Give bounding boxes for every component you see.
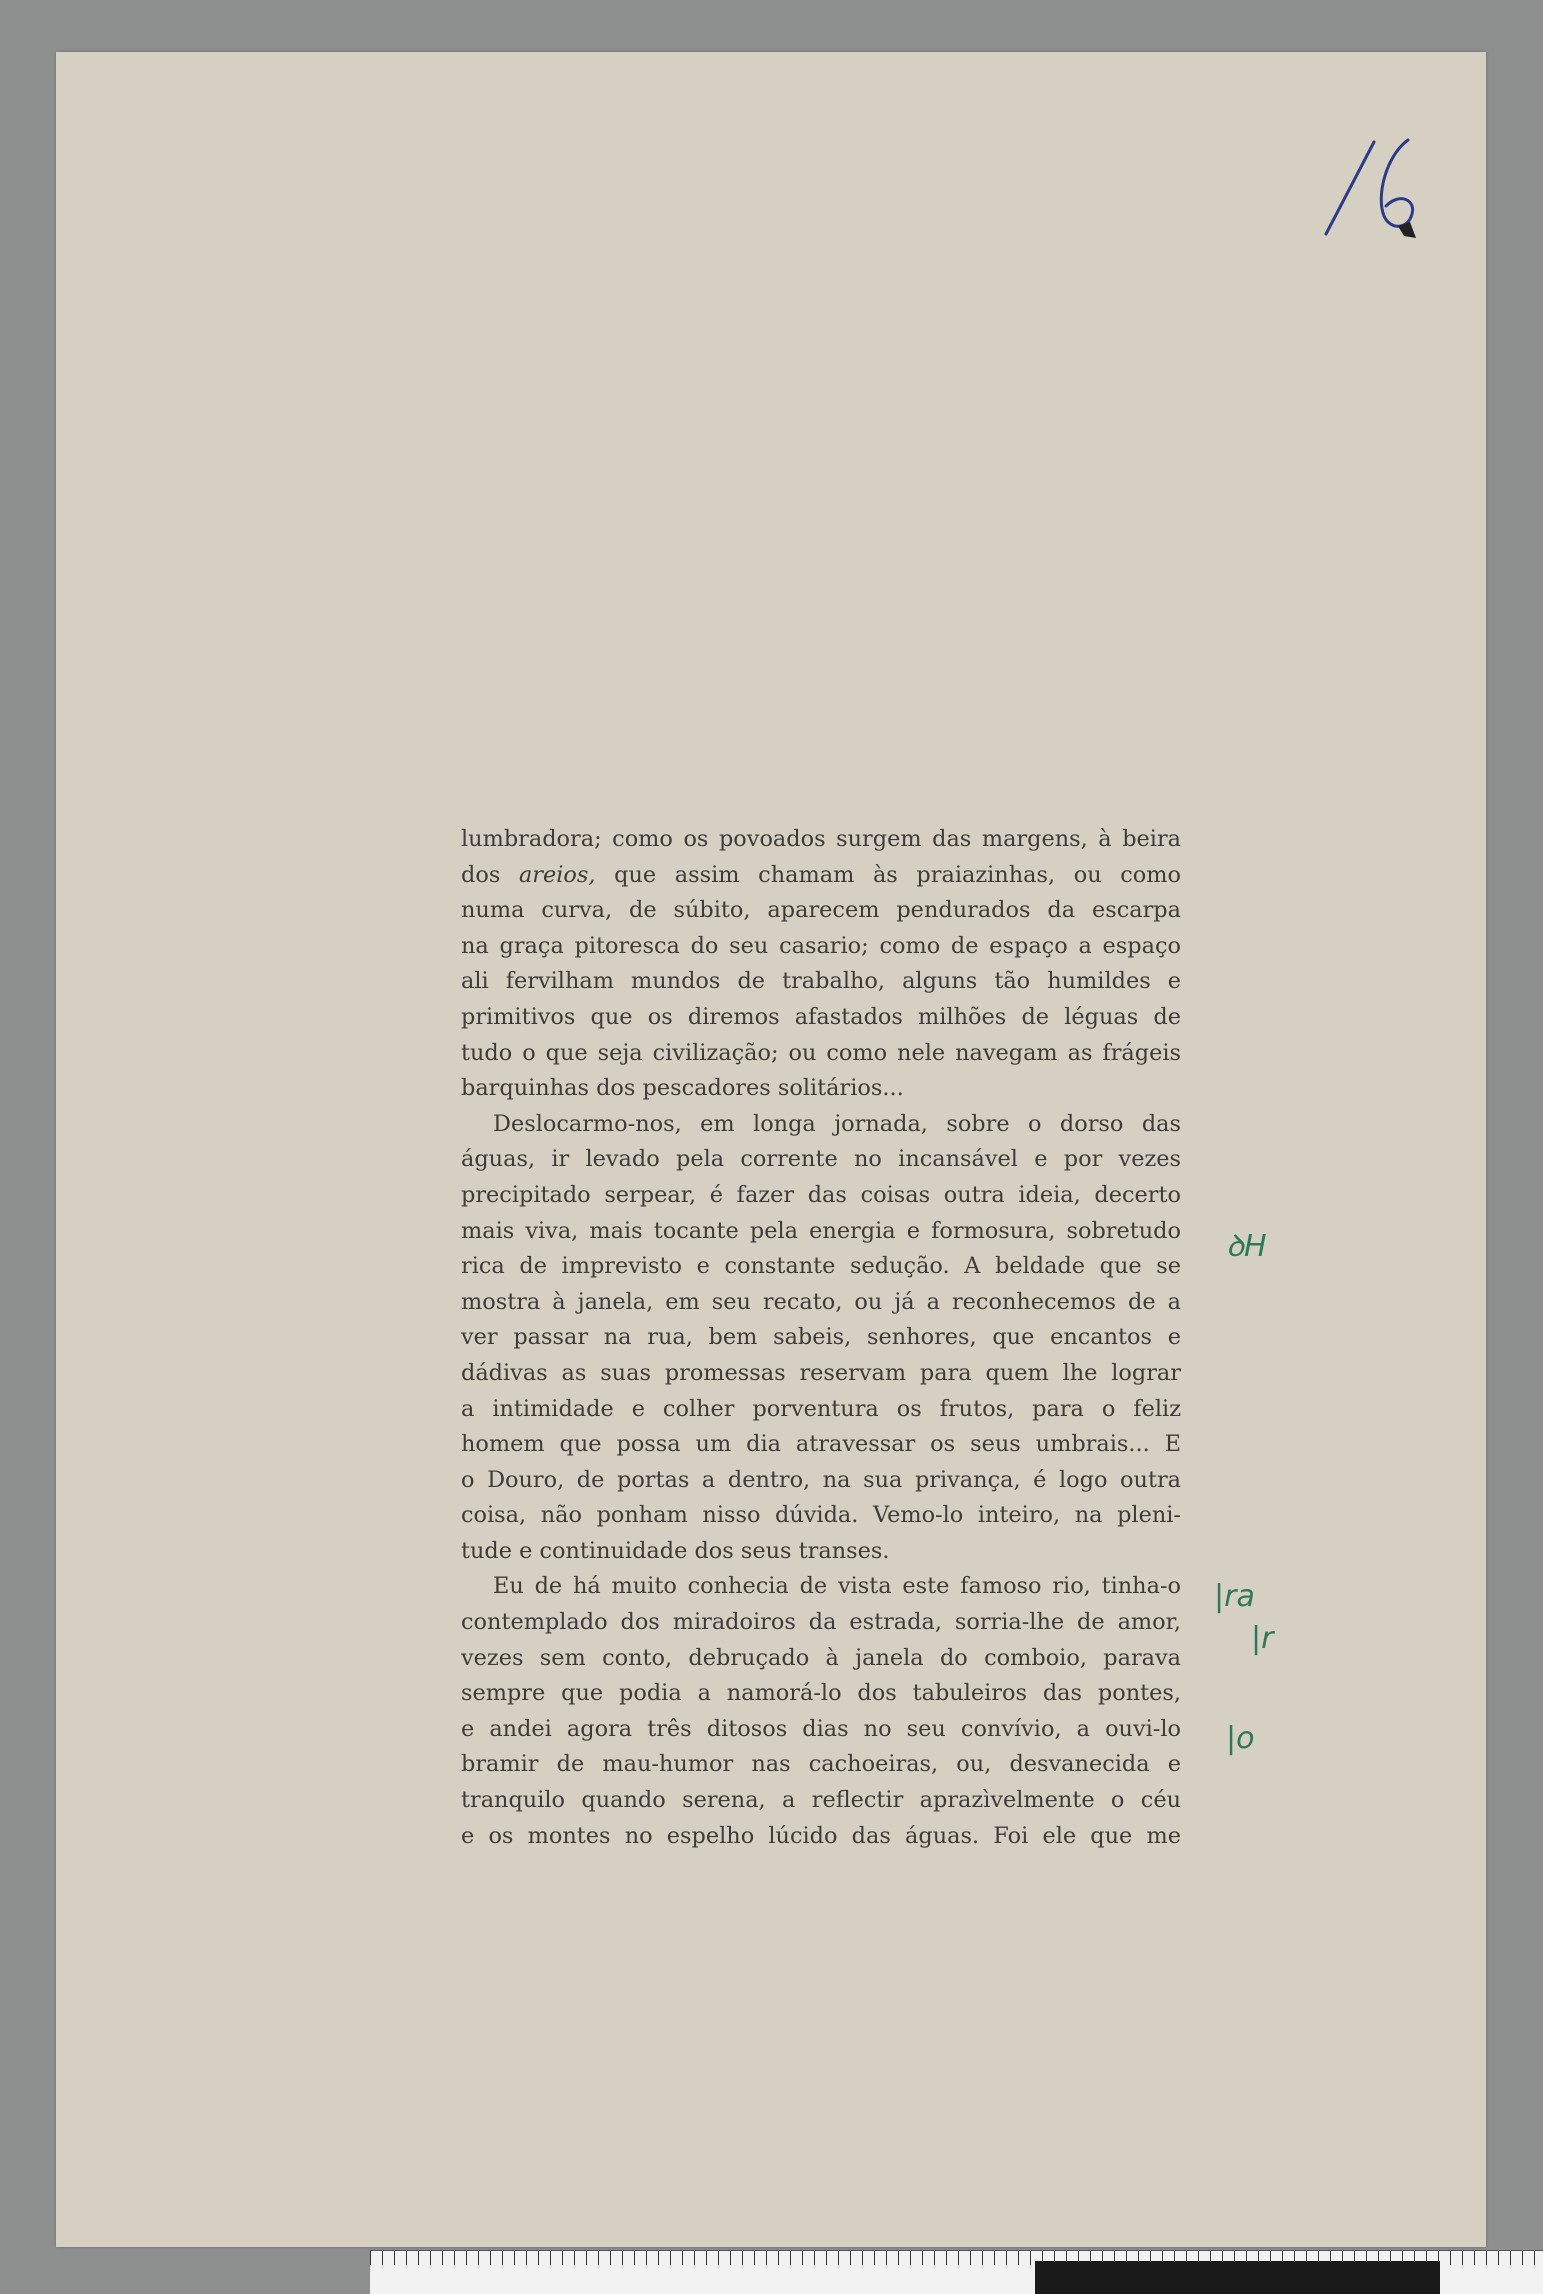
text-line: rica de imprevisto e constante sedução. A beldade que se: [461, 1253, 1181, 1280]
page-number-drawing: [1316, 126, 1456, 256]
margin-note-2: |ra: [1214, 1579, 1255, 1614]
text-line: Eu de há muito conhecia de vista este famoso rio, tinha-o: [493, 1573, 1181, 1600]
text-line: barquinhas dos pescadores solitários...: [461, 1075, 904, 1102]
text-line: e andei agora três ditosos dias no seu convívio, a ouvi-lo: [461, 1715, 1181, 1742]
body-text: [461, 822, 1181, 1854]
text-line: tranquilo quando serena, a reflectir aprazìvelmente o céu: [461, 1787, 1181, 1814]
text-line: [461, 858, 1181, 894]
text-line: coisa, não ponham nisso dúvida. Vemo-lo inteiro, na pleni-: [461, 1502, 1181, 1529]
margin-note-3: |r: [1251, 1621, 1274, 1656]
margin-note-1: ꝺH: [1226, 1229, 1267, 1264]
margin-note-4: |o: [1226, 1721, 1255, 1756]
document-page: [56, 52, 1486, 2247]
text-line: a intimidade e colher porventura os frutos, para o feliz: [461, 1395, 1181, 1422]
text-line: dádivas as suas promessas reservam para quem lhe lograr: [461, 1359, 1181, 1386]
text-line: mostra à janela, em seu recato, ou já a reconhecemos de a: [461, 1288, 1181, 1315]
text-line: tude e continuidade dos seus transes.: [461, 1537, 890, 1564]
text-line: vezes sem conto, debruçado à janela do comboio, parava: [461, 1644, 1181, 1671]
italic-word: areios,: [518, 861, 596, 888]
text-line: homem que possa um dia atravessar os seus umbrais... E: [461, 1431, 1181, 1458]
text-line: sempre que podia a namorá-lo dos tabuleiros das pontes,: [461, 1680, 1181, 1707]
text-segment: dos: [461, 861, 519, 888]
text-line: precipitado serpear, é fazer das coisas outra ideia, decerto: [461, 1181, 1181, 1208]
handwritten-page-number: [1316, 126, 1456, 256]
text-line: ali fervilham mundos de trabalho, alguns tão humildes e: [461, 968, 1181, 995]
text-line: lumbradora; como os povoados surgem das margens, à beira: [461, 826, 1181, 852]
text-line: contemplado dos miradoiros da estrada, sorria-lhe de amor,: [461, 1609, 1181, 1636]
text-line: Deslocarmo-nos, em longa jornada, sobre o dorso das: [493, 1110, 1181, 1137]
text-line: tudo o que seja civilização; ou como nele navegam as frágeis: [461, 1039, 1181, 1066]
ruler-black-block: [1035, 2261, 1440, 2294]
text-line: primitivos que os diremos afastados milhões de léguas de: [461, 1003, 1181, 1030]
text-line: na graça pitoresca do seu casario; como de espaço a espaço: [461, 932, 1181, 959]
text-segment: que assim chamam às praiazinhas, ou como: [595, 861, 1182, 888]
text-line: e os montes no espelho lúcido das águas. Foi ele que me: [461, 1822, 1181, 1849]
text-line: o Douro, de portas a dentro, na sua privança, é logo outra: [461, 1466, 1181, 1493]
text-line: águas, ir levado pela corrente no incansável e por vezes: [461, 1146, 1181, 1173]
text-line: mais viva, mais tocante pela energia e formosura, sobretudo: [461, 1217, 1181, 1244]
text-line: numa curva, de súbito, aparecem pendurados da escarpa: [461, 897, 1181, 924]
scale-ruler: [370, 2250, 1543, 2294]
text-line: bramir de mau-humor nas cachoeiras, ou, desvanecida e: [461, 1751, 1181, 1778]
text-line: ver passar na rua, bem sabeis, senhores, que encantos e: [461, 1324, 1181, 1351]
